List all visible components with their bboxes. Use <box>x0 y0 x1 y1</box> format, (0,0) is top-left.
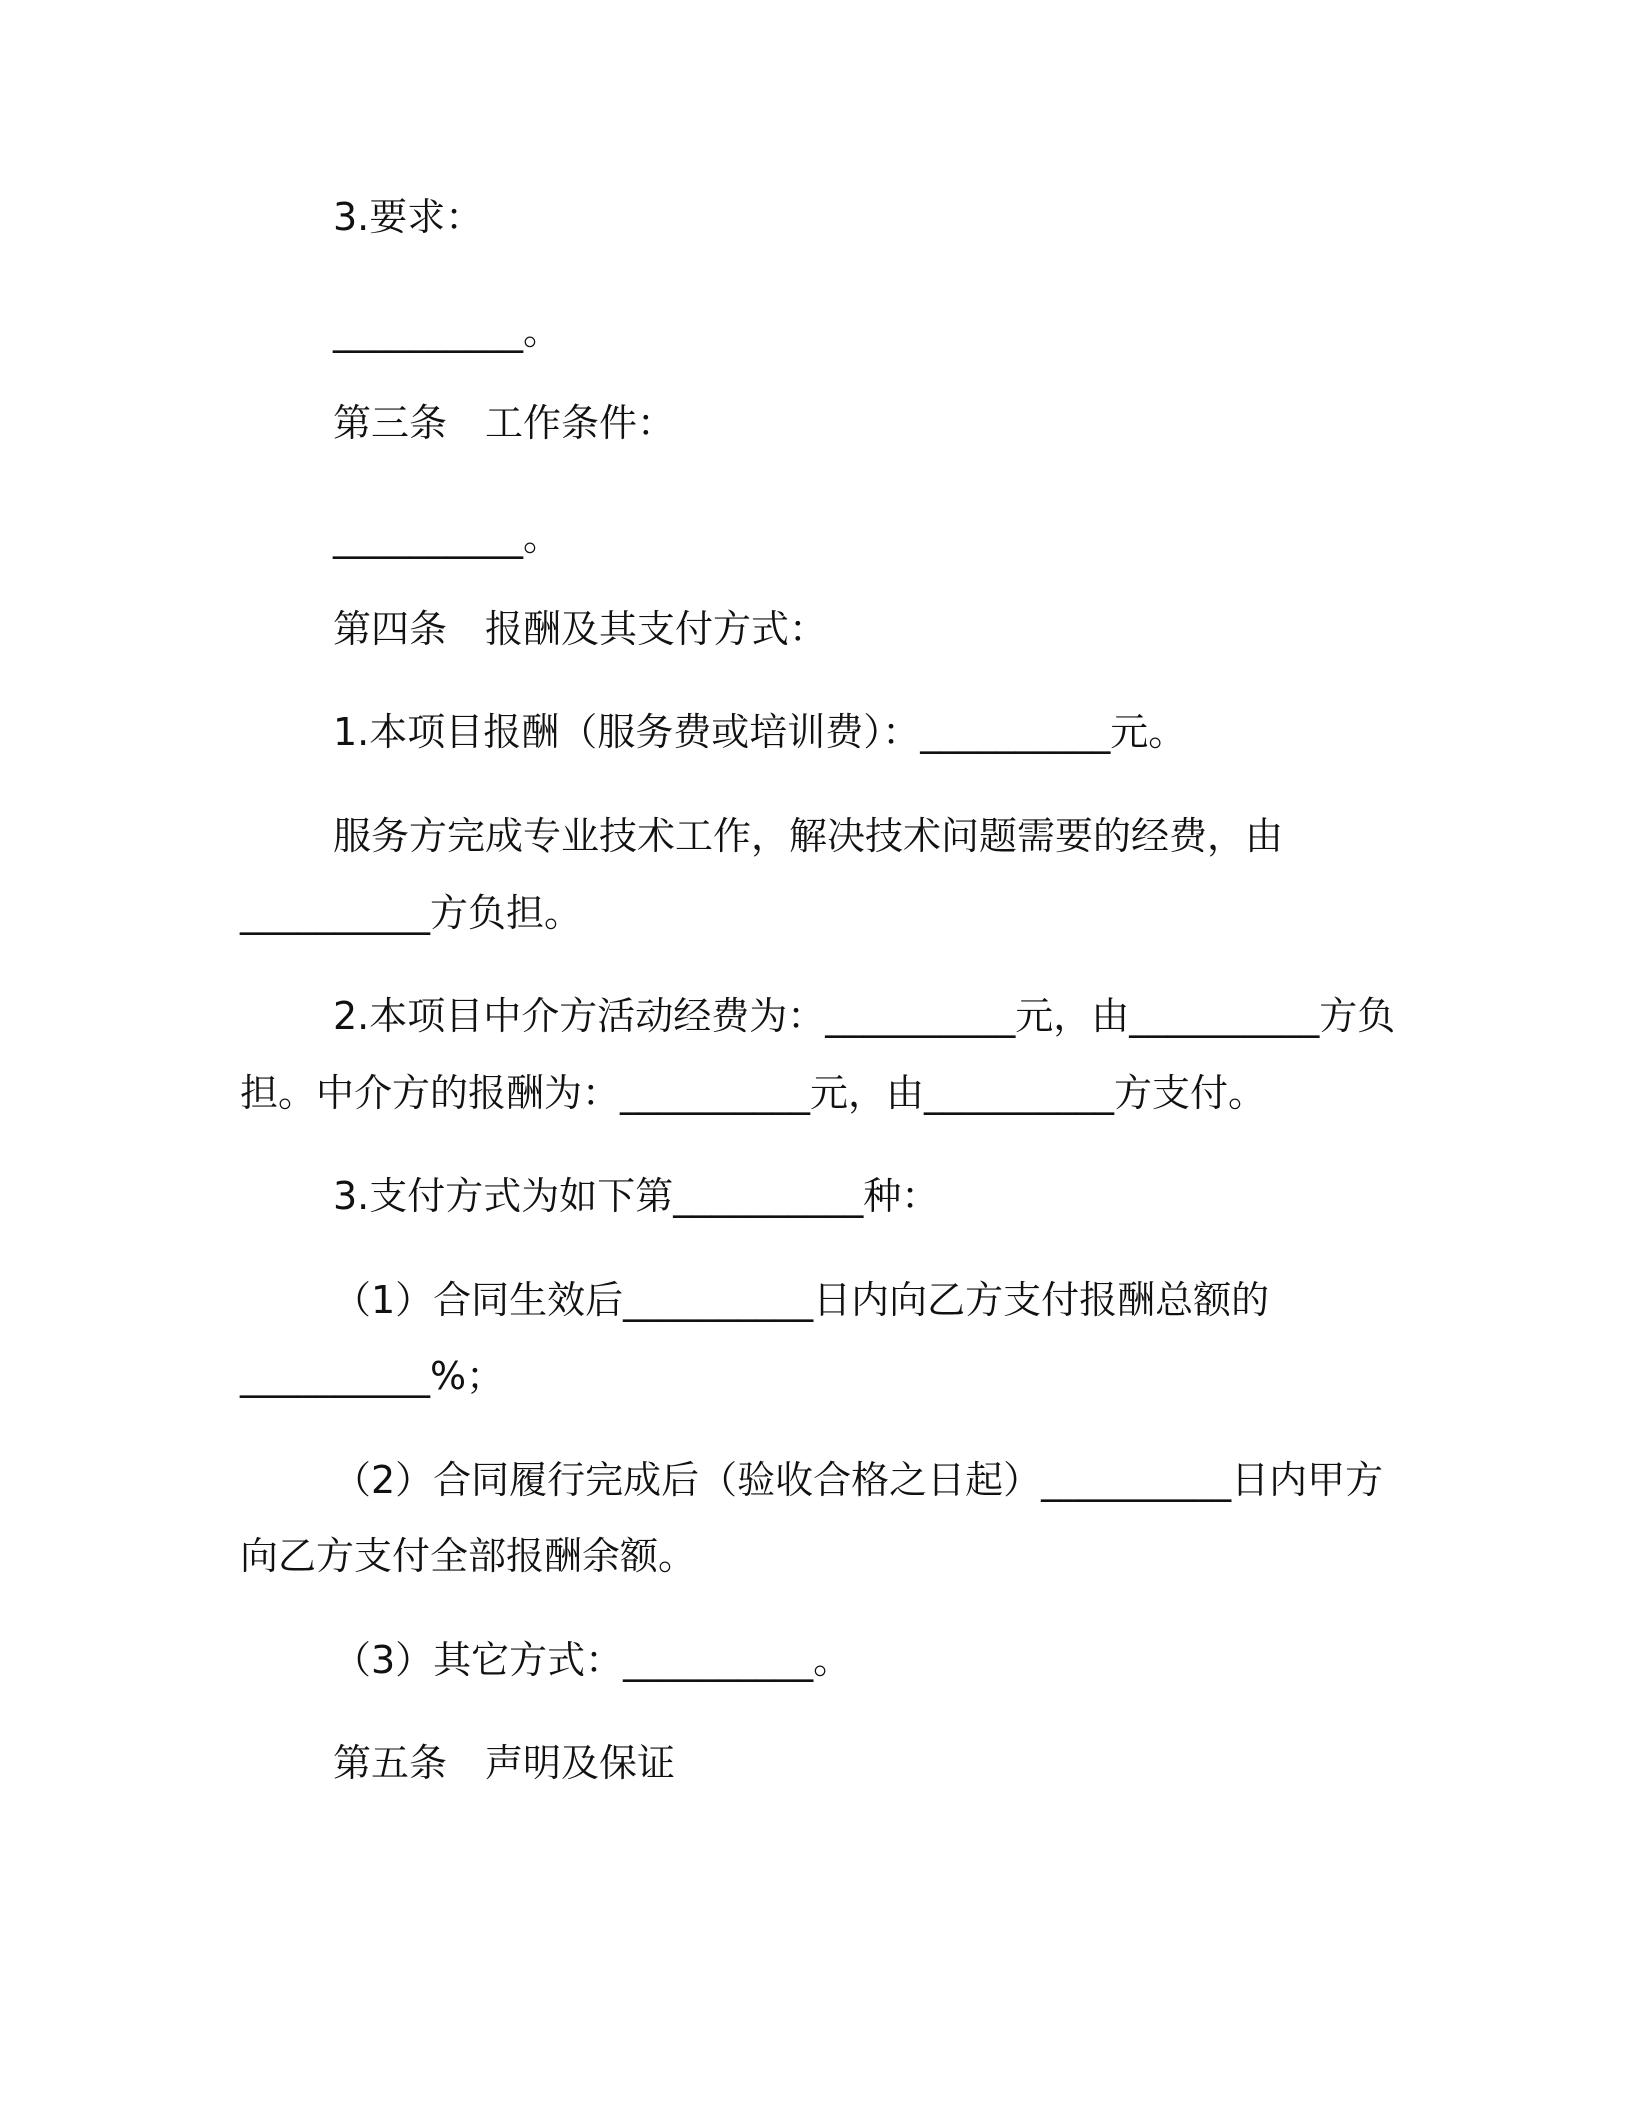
intermediary-remuneration-line: 担。中介方的报酬为：__________元，由__________方支付。 <box>240 1071 1267 1115</box>
article-five-heading: 第五条 声明及保证 <box>333 1741 676 1785</box>
payment-option-two-continuation: 向乙方支付全部报酬余额。 <box>240 1534 697 1578</box>
payment-option-two-line: （2）合同履行完成后（验收合格之日起）__________日内甲方 <box>333 1458 1384 1502</box>
item-requirement-label: 3.要求： <box>333 195 484 239</box>
payment-option-three-line: （3）其它方式：__________。 <box>333 1638 852 1682</box>
service-expense-continuation: __________方负担。 <box>240 891 583 935</box>
work-conditions-blank-line: __________。 <box>333 515 562 559</box>
project-remuneration-line: 1.本项目报酬（服务费或培训费）：__________元。 <box>333 710 1187 754</box>
intermediary-expense-line: 2.本项目中介方活动经费为：__________元，由__________方负 <box>333 994 1396 1038</box>
payment-method-line: 3.支付方式为如下第__________种： <box>333 1174 940 1218</box>
article-three-heading: 第三条 工作条件： <box>333 401 676 445</box>
requirement-blank-line: __________。 <box>333 309 562 353</box>
payment-option-one-line: （1）合同生效后__________日内向乙方支付报酬总额的 <box>333 1278 1270 1322</box>
article-four-heading: 第四条 报酬及其支付方式： <box>333 607 828 651</box>
payment-option-one-continuation: __________%； <box>240 1354 505 1398</box>
service-expense-line: 服务方完成专业技术工作，解决技术问题需要的经费，由 <box>333 814 1284 858</box>
